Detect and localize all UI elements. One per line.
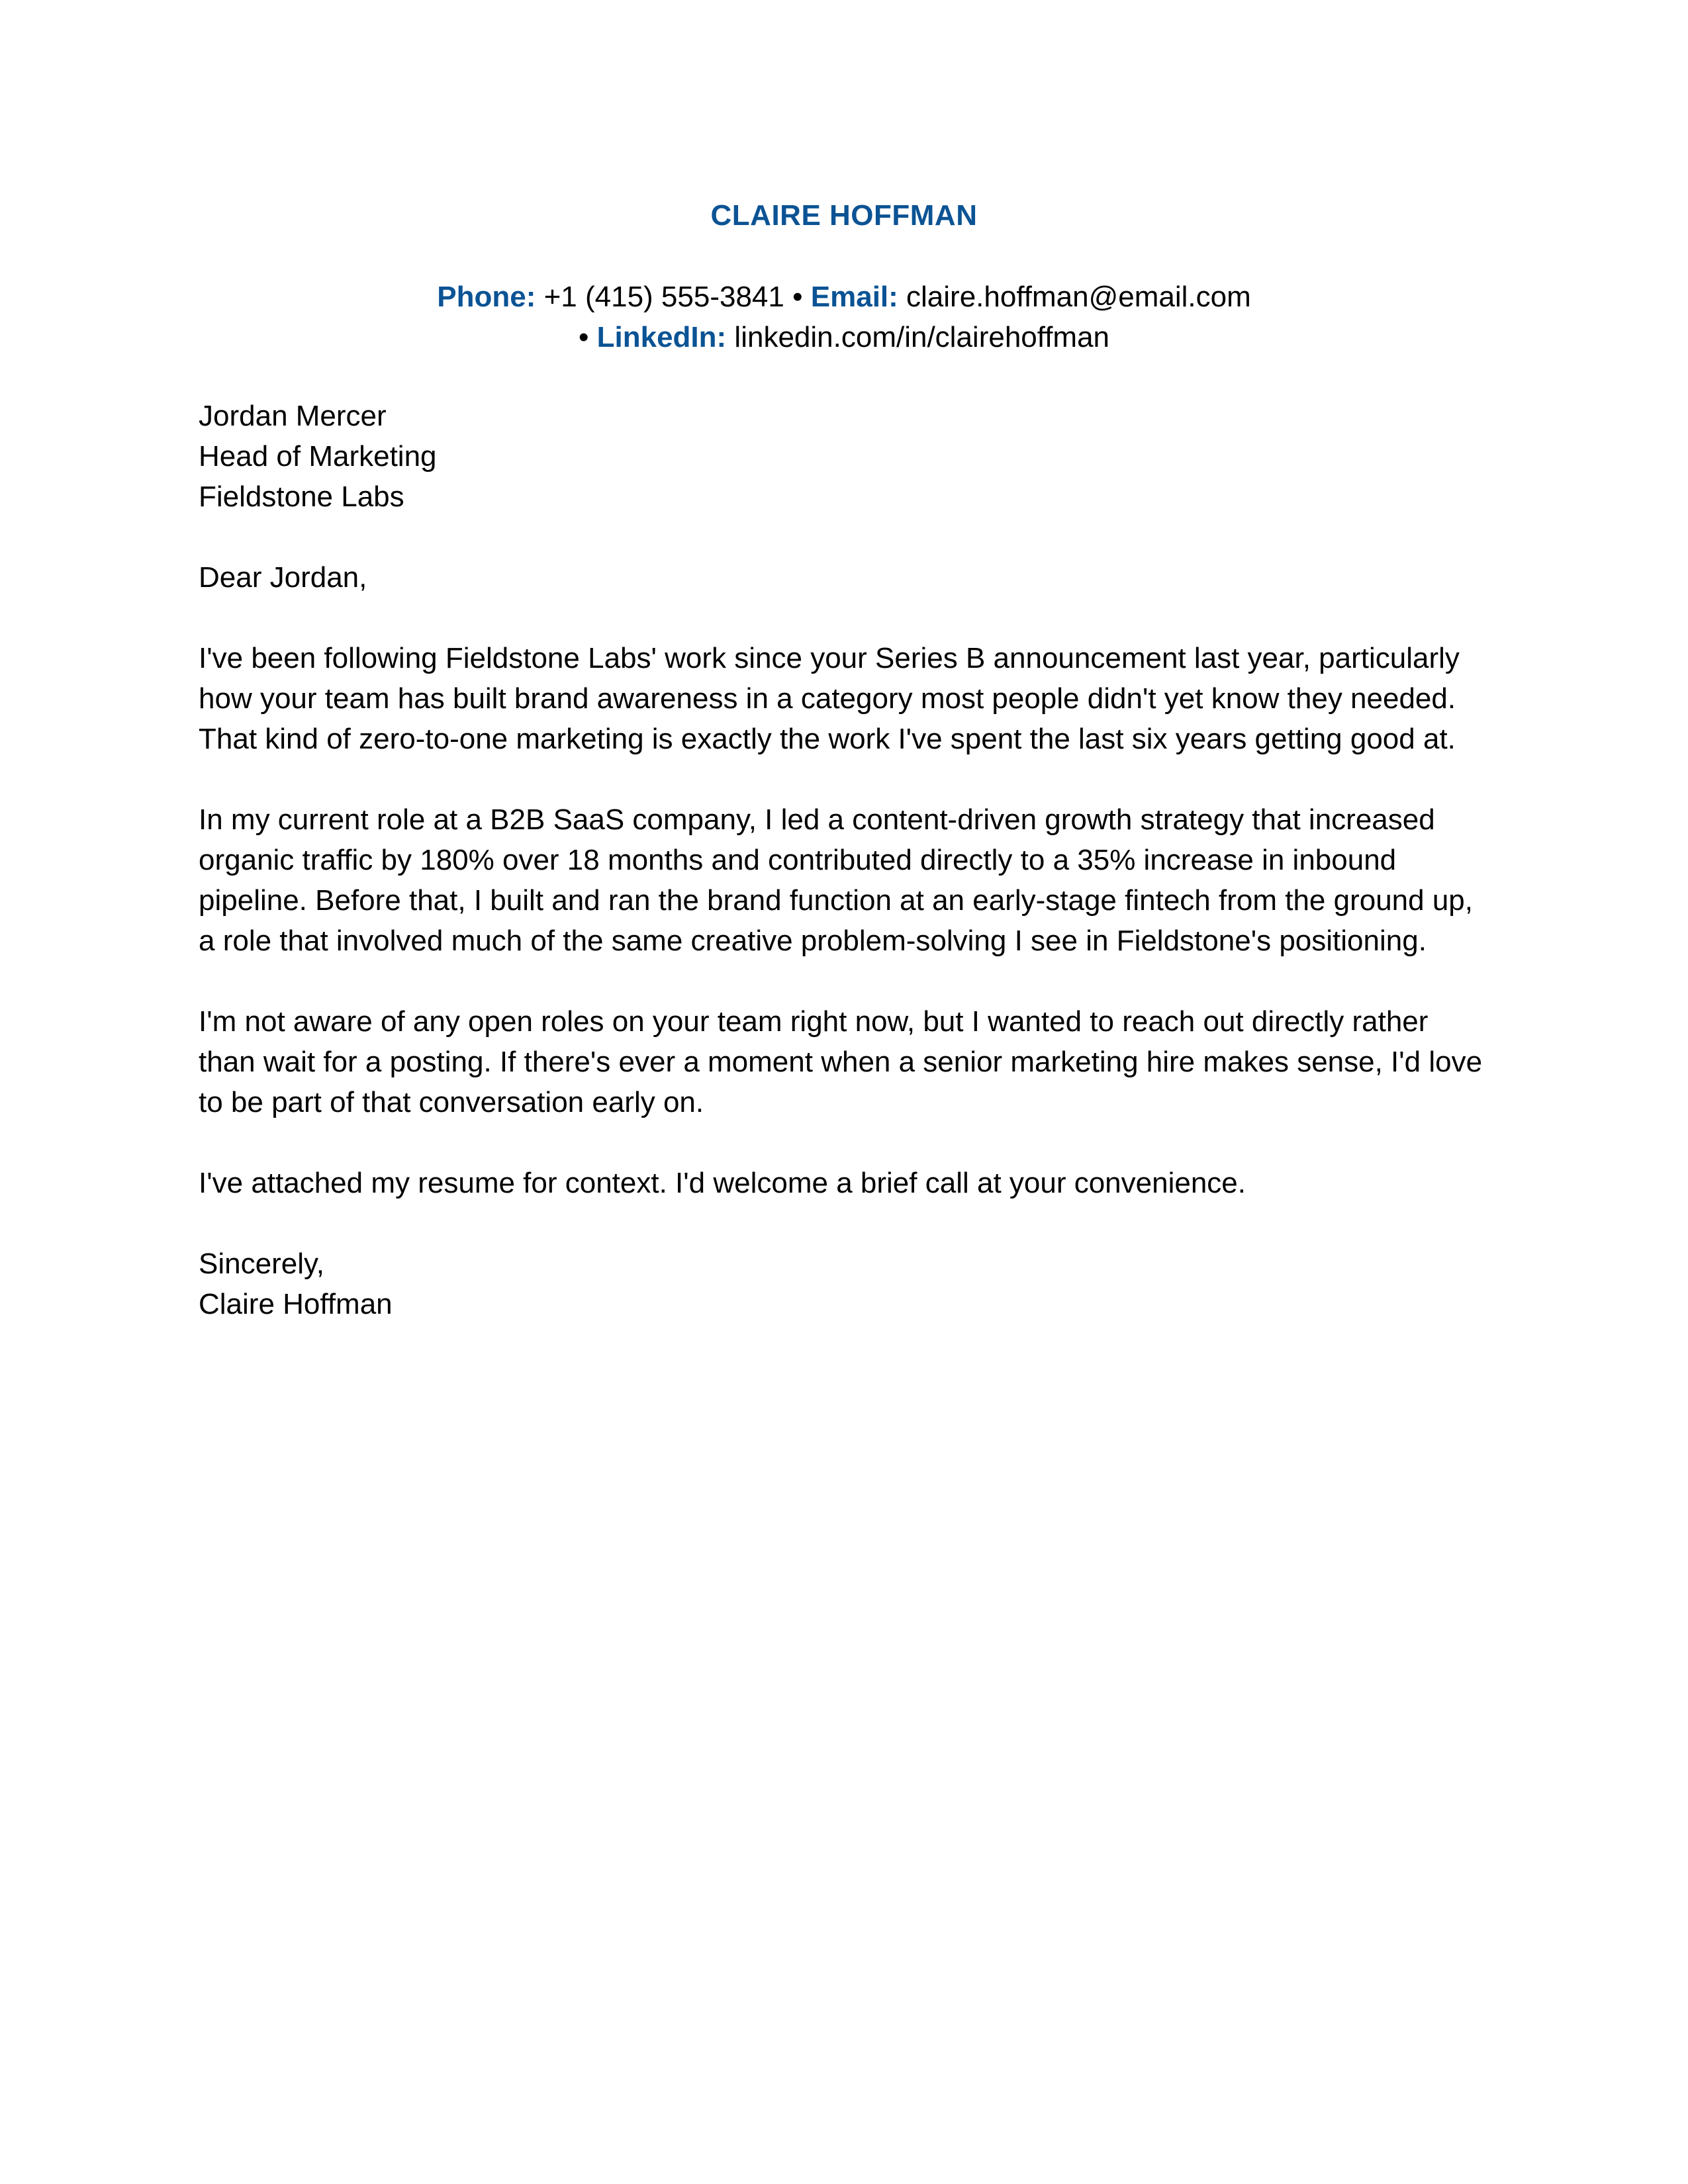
contact-separator: • [792, 281, 803, 313]
valediction: Sincerely, [199, 1248, 324, 1280]
phone-label: Phone: [437, 281, 536, 313]
applicant-name: CLAIRE HOFFMAN [710, 199, 978, 232]
closing-block [199, 1244, 1489, 1324]
recipient-name: Jordan Mercer [199, 400, 387, 432]
salutation: Dear Jordan, [199, 561, 367, 594]
email-value: claire.hoffman@email.com [906, 281, 1251, 313]
recipient-company: Fieldstone Labs [199, 480, 404, 513]
contact-line-2 [199, 317, 1489, 357]
signature-name: Claire Hoffman [199, 1288, 393, 1320]
linkedin-value: linkedin.com/in/clairehoffman [734, 321, 1110, 353]
recipient-block [199, 396, 1489, 517]
letter-body [199, 396, 1489, 1324]
paragraph-intro: I've been following Fieldstone Labs' work since your Series B announcement last year, particularly how your team has built brand awareness in a category most people didn't yet know they needed. That kind of zero-to-one marketing is exactly the work I've spent the last six years getting good at. [199, 642, 1460, 755]
paragraph-experience: In my current role at a B2B SaaS company, I led a content-driven growth strategy that increased organic traffic by 180% over 18 months and contributed directly to a 35% increase in inbound pipeline. Before that, I built and ran the brand function at an early-stage fintech from the ground up, a role that involved much of the same creative problem-solving I see in Fieldstone's positioning. [199, 803, 1473, 957]
paragraph-outreach: I'm not aware of any open roles on your team right now, but I wanted to reach out directly rather than wait for a posting. If there's ever a moment when a senior marketing hire makes sense, I'd love to be part of that conversation early on. [199, 1005, 1483, 1118]
recipient-title: Head of Marketing [199, 440, 437, 473]
letter-header [199, 196, 1489, 357]
linkedin-label: LinkedIn: [596, 321, 727, 353]
contact-info [199, 277, 1489, 357]
email-label: Email: [810, 281, 898, 313]
contact-line-1 [199, 277, 1489, 317]
paragraph-closing: I've attached my resume for context. I'd welcome a brief call at your convenience. [199, 1167, 1246, 1199]
contact-separator: • [578, 321, 589, 353]
phone-value: +1 (415) 555-3841 [543, 281, 784, 313]
